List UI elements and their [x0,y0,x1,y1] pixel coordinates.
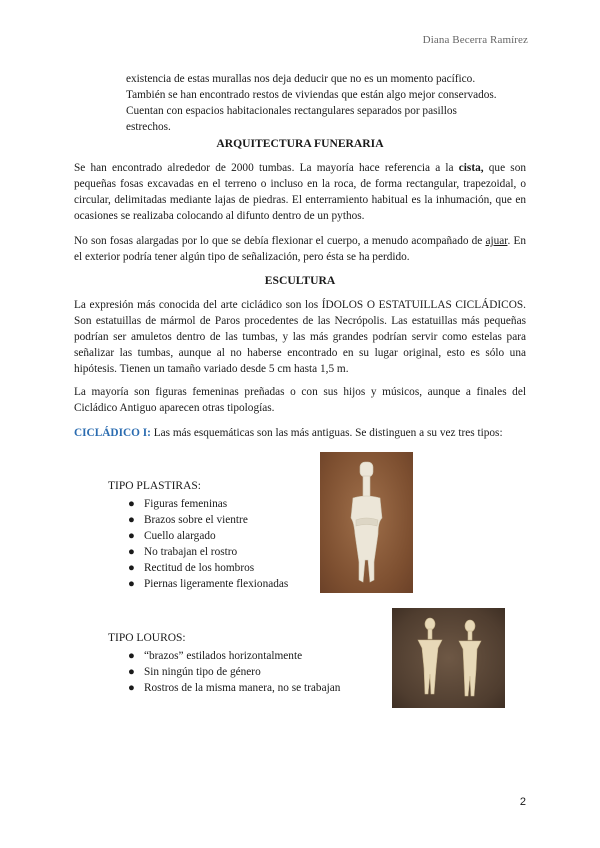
louros-list [128,648,340,696]
bullet-icon: ● [128,666,135,678]
funeraria-paragraph-1 [74,160,526,224]
bullet-icon: ● [128,682,135,694]
list-item [128,648,340,664]
list-item [128,576,288,592]
bullet-icon: ● [128,546,135,558]
heading-escultura: ESCULTURA [264,274,336,287]
list-item-text: Brazos sobre el vientre [144,514,248,526]
funeraria-paragraph-2 [74,233,526,265]
page-number: 2 [519,796,526,808]
list-item [128,544,288,560]
list-item-text: Rostros de la misma manera, no se trabajan [144,682,341,694]
list-item-text: Sin ningún tipo de género [144,666,261,678]
intro-line: estrechos. [126,121,171,133]
cicladico-label: CICLÁDICO I: [74,427,151,439]
text-span: No son fosas alargadas por lo que se debía flexionar el cuerpo, a menudo acompañado de [74,235,486,247]
list-item-text: Cuello alargado [144,530,216,542]
text-span: Se han encontrado alrededor de 2000 tumbas. La mayoría hace referencia a la [74,162,459,174]
list-item [128,560,288,576]
bullet-icon: ● [128,498,135,510]
plastiras-list [128,496,288,592]
text-span: que son pequeñas fosas excavadas en el terreno o incluso en la roca, de forma rectangular, trapezoidal, o circular, delimitadas mediante lajas de piedras. El enterramiento habitual es la inhumación, que en ocasiones se realizaba colocando al difunto dentro de un pythos. [74,162,526,222]
list-item [128,496,288,512]
plastiras-figurine-drawing [320,452,413,593]
list-item-text: No trabajan el rostro [144,546,238,558]
list-item-text: Piernas ligeramente flexionadas [144,578,289,590]
louros-figurines-drawing [392,608,505,708]
intro-line: También se han encontrado restos de viviendas que están algo mejor conservados. [126,89,497,101]
plastiras-figurine-image [320,452,413,593]
underlined-term-ajuar: ajuar [485,235,508,247]
bullet-icon: ● [128,562,135,574]
list-item-text: “brazos” estilados horizontalmente [144,650,303,662]
list-item [128,512,288,528]
bullet-icon: ● [128,650,135,662]
intro-line: existencia de estas murallas nos deja deducir que no es un momento pacífico. [126,73,476,85]
page-header-author: Diana Becerra Ramírez [422,34,528,46]
intro-paragraph [126,71,526,135]
intro-line: Cuentan con espacios habitacionales rectangulares separados por pasillos [126,105,457,117]
list-item [128,680,340,696]
list-item-text: Figuras femeninas [144,498,228,510]
bullet-icon: ● [128,514,135,526]
heading-arquitectura-funeraria: ARQUITECTURA FUNERARIA [216,137,384,150]
plastiras-title: TIPO PLASTIRAS: [108,480,201,492]
louros-figurines-image [392,608,505,708]
escultura-paragraph-1: La expresión más conocida del arte cicládico son los ÍDOLOS O ESTATUILLAS CICLÁDICOS. Son estatuillas de mármol de Paros procedentes de las Necrópolis. Las estatuillas más pequeñas podrían ser amuletos dentro de las tumbas, y las más grandes podrían servir como estelas para señalizar las tumbas, aunque al no haberse encontrado en su lugar original, esto es sólo una hipótesis. Tienen un tamaño variado desde 5 cm hasta 1,5 m. [74,299,526,375]
louros-title: TIPO LOUROS: [108,632,186,644]
escultura-paragraph-2: La mayoría son figuras femeninas preñadas o con sus hijos y músicos, aunque a finales del Cicládico Antiguo aparecen otras tipologías. [74,386,526,414]
list-item [128,528,288,544]
bold-term-cista: cista, [458,162,484,174]
text-span: Las más esquemáticas son las más antiguas. Se distinguen a su vez tres tipos: [150,427,503,439]
cicladico-paragraph [74,425,526,441]
list-item-text: Rectitud de los hombros [144,562,255,574]
bullet-icon: ● [128,530,135,542]
list-item [128,664,340,680]
text-span: . En el exterior podría tener algún tipo de señalización, pero ésta se ha perdido. [74,235,526,263]
bullet-icon: ● [128,578,135,590]
